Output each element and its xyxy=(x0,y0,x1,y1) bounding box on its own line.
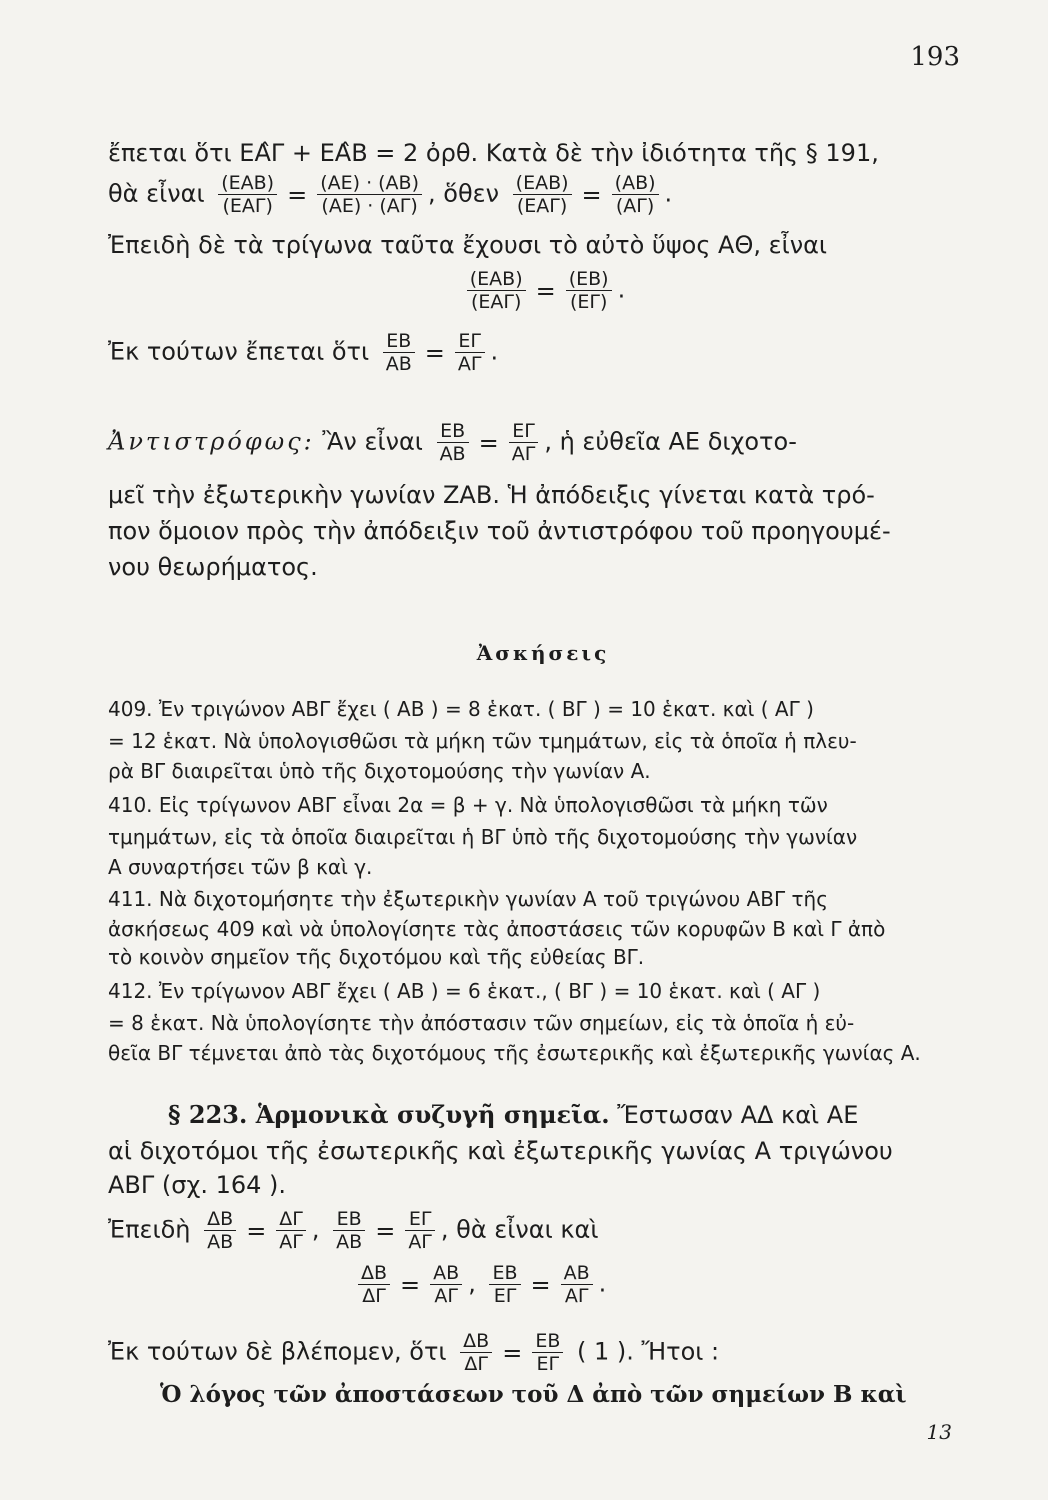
exercise-412: 412. Ἐν τρίγωνον ΑΒΓ ἔχει ( ΑΒ ) = 6 ἑκατ., ( ΒΓ ) = 10 ἑκατ. καὶ ( ΑΓ ) xyxy=(108,979,821,1003)
text-line: Ὁ λόγος τῶν ἀποστάσεων τοῦ Δ ἀπὸ τῶν σημείων Β καὶ xyxy=(160,1381,907,1408)
equation-line: Ἐκ τούτων ἔπεται ὅτι $\frac{EB}{AB}$ = $\frac{E\Gamma}{A\Gamma}$ . xyxy=(108,330,499,375)
fraction: $\frac{EB}{AB}$ xyxy=(333,1208,365,1253)
exercise-line: τμημάτων, εἰς τὰ ὁποῖα διαιρεῖται ἡ ΒΓ ὑπὸ τῆς διχοτομούσης τὴν γωνίαν xyxy=(108,825,858,849)
fraction: $\frac{\Delta B}{AB}$ xyxy=(204,1208,236,1253)
signature-mark: 13 xyxy=(926,1420,952,1444)
fraction: $\frac{\text{(ΕΑΒ)}}{\text{(ΕΑΓ)}}$ xyxy=(513,172,572,217)
equation-line: Ἀντιστρόφως: Ἂν εἶναι $\frac{EB}{AB}$ = $\frac{E\Gamma}{A\Gamma}$ , ἡ εὐθεῖα ΑΕ διχοτο- xyxy=(108,420,797,465)
text-line: Ἐπειδὴ δὲ τὰ τρίγωνα ταῦτα ἔχουσι τὸ αὐτὸ ὕψος ΑΘ, εἶναι xyxy=(108,231,828,259)
equation-line: $\frac{\Delta B}{\Delta\Gamma}$ = $\frac{AB}{A\Gamma}$ , $\frac{EB}{E\Gamma}$ = $\frac{AB}{A\Gamma}$ . xyxy=(352,1262,952,1307)
fraction: $\frac{\Delta B}{\Delta\Gamma}$ xyxy=(358,1262,390,1307)
exercise-line: ἀσκήσεως 409 καὶ νὰ ὑπολογίσητε τὰς ἀποστάσεις τῶν κορυφῶν Β καὶ Γ ἀπὸ xyxy=(108,917,886,941)
exercise-line: = 12 ἑκατ. Νὰ ὑπολογισθῶσι τὰ μήκη τῶν τμημάτων, εἰς τὰ ὁποῖα ἡ πλευ- xyxy=(108,729,857,753)
equation-line: θὰ εἶναι $\frac{\text{(ΕΑΒ)}}{\text{(ΕΑΓ)}}$ = $\frac{(AE) \cdot (AB)}{(AE) \cdot (A\Gamma)}$ , ὅθεν $\frac{\text{(ΕΑΒ)}}{\text{(ΕΑΓ)}}$ = $\frac{(AB)}{(A\Gamma)}$ . xyxy=(108,172,673,217)
fraction: $\frac{EB}{AB}$ xyxy=(437,420,469,465)
equation-line: $\frac{\text{(ΕΑΒ)}}{\text{(ΕΑΓ)}}$ = $\frac{(EB)}{(E\Gamma)}$ . xyxy=(108,268,978,313)
page-number: 193 xyxy=(910,42,960,72)
text-line: αἱ διχοτόμοι τῆς ἐσωτερικῆς καὶ ἐξωτερικῆς γωνίας Α τριγώνου xyxy=(108,1137,893,1165)
exercise-409: 409. Ἐν τριγώνον ΑΒΓ ἔχει ( ΑΒ ) = 8 ἑκατ. ( ΒΓ ) = 10 ἑκατ. καὶ ( ΑΓ ) xyxy=(108,697,814,721)
text-line: νου θεωρήματος. xyxy=(108,553,318,581)
text-line: ἔπεται ὅτι ΕΑ̂Γ + ΕΑ̂Β = 2 ὀρθ. Κατὰ δὲ τὴν ἰδιότητα τῆς § 191, xyxy=(108,139,879,167)
fraction: $\frac{\text{(ΕΑΒ)}}{\text{(ΕΑΓ)}}$ xyxy=(467,268,526,313)
fraction: $\frac{\text{(ΕΑΒ)}}{\text{(ΕΑΓ)}}$ xyxy=(218,172,277,217)
fraction: $\frac{E\Gamma}{A\Gamma}$ xyxy=(405,1208,435,1253)
exercise-line: = 8 ἑκατ. Νὰ ὑπολογίσητε τὴν ἀπόστασιν τῶν σημείων, εἰς τὰ ὁποῖα ἡ εὐ- xyxy=(108,1011,855,1035)
fraction: $\frac{(AE) \cdot (AB)}{(AE) \cdot (A\Gamma)}$ xyxy=(317,172,422,217)
exercise-line: τὸ κοινὸν σημεῖον τῆς διχοτόμου καὶ τῆς εὐθείας ΒΓ. xyxy=(108,945,645,969)
fraction: $\frac{\Delta B}{\Delta\Gamma}$ xyxy=(460,1330,492,1375)
section-223-title: § 223. Ἁρμονικὰ συζυγῆ σημεῖα. Ἔστωσαν ΑΔ καὶ ΑΕ xyxy=(168,1100,859,1129)
fraction: $\frac{EB}{AB}$ xyxy=(383,330,415,375)
equation-line: Ἐκ τούτων δὲ βλέπομεν, ὅτι $\frac{\Delta B}{\Delta\Gamma}$ = $\frac{EB}{E\Gamma}$ ( 1 ). Ἤτοι : xyxy=(108,1330,720,1375)
exercise-411: 411. Νὰ διχοτομήσητε τὴν ἐξωτερικὴν γωνίαν Α τοῦ τριγώνου ΑΒΓ τῆς xyxy=(108,887,828,911)
text-line: πον ὅμοιον πρὸς τὴν ἀπόδειξιν τοῦ ἀντιστρόφου τοῦ προηγουμέ- xyxy=(108,517,891,545)
exercise-line: Α συναρτήσει τῶν β καὶ γ. xyxy=(108,855,373,879)
equation-line: Ἐπειδὴ $\frac{\Delta B}{AB}$ = $\frac{\Delta\Gamma}{A\Gamma}$ , $\frac{EB}{AB}$ = $\frac{E\Gamma}{A\Gamma}$ , θὰ εἶναι καὶ xyxy=(108,1208,599,1253)
text-line: ΑΒΓ (σχ. 164 ). xyxy=(108,1171,287,1199)
fraction: $\frac{AB}{A\Gamma}$ xyxy=(561,1262,593,1307)
fraction: $\frac{E\Gamma}{A\Gamma}$ xyxy=(509,420,539,465)
exercise-410: 410. Εἰς τρίγωνον ΑΒΓ εἶναι 2α = β + γ. Νὰ ὑπολογισθῶσι τὰ μήκη τῶν xyxy=(108,793,828,817)
fraction: $\frac{\Delta\Gamma}{A\Gamma}$ xyxy=(276,1208,306,1253)
text-line: μεῖ τὴν ἐξωτερικὴν γωνίαν ΖΑΒ. Ἡ ἀπόδειξις γίνεται κατὰ τρό- xyxy=(108,481,875,509)
fraction: $\frac{EB}{E\Gamma}$ xyxy=(532,1330,563,1375)
fraction: $\frac{AB}{A\Gamma}$ xyxy=(430,1262,462,1307)
section-heading: Ἀσκήσεις xyxy=(476,641,610,665)
fraction: $\frac{(AB)}{(A\Gamma)}$ xyxy=(612,172,659,217)
exercise-line: θεῖα ΒΓ τέμνεται ἀπὸ τὰς διχοτόμους τῆς ἐσωτερικῆς καὶ ἐξωτερικῆς γωνίας Α. xyxy=(108,1041,921,1065)
exercise-line: ρὰ ΒΓ διαιρεῖται ὑπὸ τῆς διχοτομούσης τὴν γωνίαν Α. xyxy=(108,759,651,783)
fraction: $\frac{(EB)}{(E\Gamma)}$ xyxy=(566,268,612,313)
fraction: $\frac{EB}{E\Gamma}$ xyxy=(489,1262,520,1307)
fraction: $\frac{E\Gamma}{A\Gamma}$ xyxy=(455,330,485,375)
